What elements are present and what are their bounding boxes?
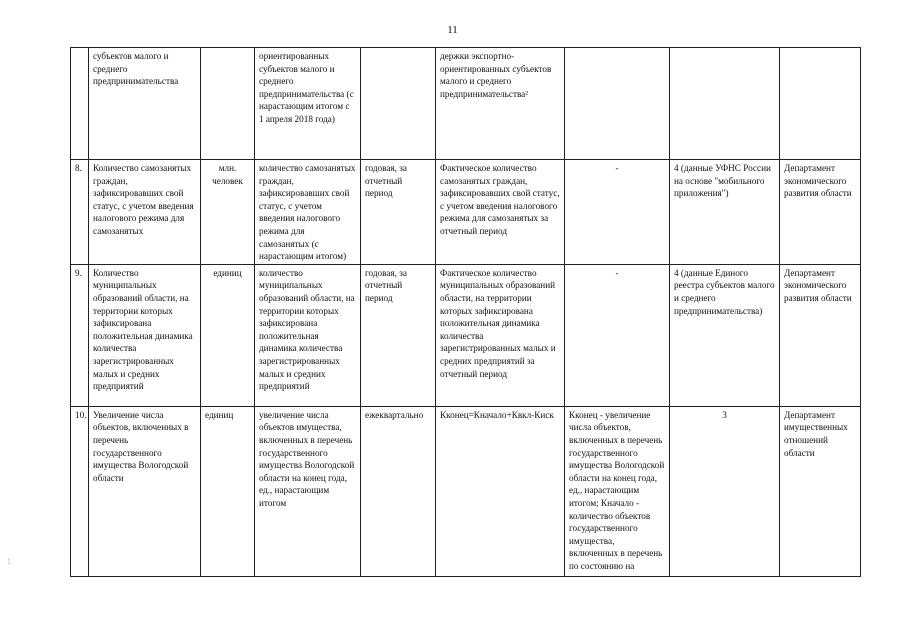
table-row — [71, 48, 861, 160]
responsible-body — [780, 48, 861, 160]
data-source: 3 — [670, 406, 780, 576]
indicators-table — [70, 47, 861, 577]
basic-indicators: - — [565, 264, 670, 406]
periodicity: ежеквартально — [361, 406, 436, 576]
calculation-method: Кконец=Кначало+Квкл-Киск — [436, 406, 565, 576]
indicator-name: Количество муниципальных образований области, на территории которых зафиксирована положительная динамика количества зарегистрированных малых и средних предприятий — [89, 264, 201, 406]
scan-margin-marks: ⋮ — [6, 559, 12, 565]
basic-indicators — [565, 48, 670, 160]
page-number: 11 — [447, 24, 458, 36]
row-number — [71, 48, 89, 160]
periodicity — [361, 48, 436, 160]
table-row — [71, 160, 861, 265]
unit-of-measure: единиц — [201, 406, 255, 576]
table-row — [71, 406, 861, 576]
basic-indicators: Кконец - увеличение числа объектов, включенных в перечень государственного имущества Вологодской области на конец года, ед., нарастающим итогом; Кначало - количество объектов государственного имущества, включенных в перечень по состоянию на — [565, 406, 670, 576]
row-number: 10. — [71, 406, 89, 576]
unit-of-measure — [201, 48, 255, 160]
row-number: 9. — [71, 264, 89, 406]
indicator-name: Увеличение числа объектов, включенных в перечень государственного имущества Вологодской области — [89, 406, 201, 576]
indicator-name: субъектов малого и среднего предпринимательства — [89, 48, 201, 160]
calculation-method: Фактическое количество муниципальных образований области, на территории которых зафиксирована положительная динамика количества зарегистрированных малых и средних предприятий за отчетный период — [436, 264, 565, 406]
responsible-body: Департамент имущественных отношений области — [780, 406, 861, 576]
data-source: 4 (данные Единого реестра субъектов малого и среднего предпринимательства) — [670, 264, 780, 406]
indicator-definition: ориентированных субъектов малого и среднего предпринимательства (с нарастающим итогом с 1 апреля 2018 года) — [255, 48, 361, 160]
responsible-body: Департамент экономического развития области — [780, 264, 861, 406]
data-source — [670, 48, 780, 160]
periodicity: годовая, за отчетный период — [361, 160, 436, 265]
indicator-definition: увеличение числа объектов имущества, включенных в перечень государственного имущества Вологодской области на конец года, ед., нарастающим итогом — [255, 406, 361, 576]
table-row — [71, 264, 861, 406]
indicator-definition: количество самозанятых граждан, зафиксировавших свой статус, с учетом введения налогового режима для самозанятых (с нарастающим итогом) — [255, 160, 361, 265]
indicator-definition: количество муниципальных образований области, на территории которых зафиксирована положительная динамика количества зарегистрированных малых и средних предприятий — [255, 264, 361, 406]
periodicity: годовая, за отчетный период — [361, 264, 436, 406]
data-source: 4 (данные УФНС России на основе "мобильного приложения") — [670, 160, 780, 265]
basic-indicators: - — [565, 160, 670, 265]
row-number: 8. — [71, 160, 89, 265]
calculation-method: Фактическое количество самозанятых граждан, зафиксировавших свой статус, с учетом введения налогового режима для самозанятых за отчетный период — [436, 160, 565, 265]
calculation-method: держки экспортно-ориентированных субъектов малого и среднего предпринимательства² — [436, 48, 565, 160]
unit-of-measure: млн. человек — [201, 160, 255, 265]
indicator-name: Количество самозанятых граждан, зафиксировавших свой статус, с учетом введения налогового режима для самозанятых — [89, 160, 201, 265]
unit-of-measure: единиц — [201, 264, 255, 406]
responsible-body: Департамент экономического развития области — [780, 160, 861, 265]
